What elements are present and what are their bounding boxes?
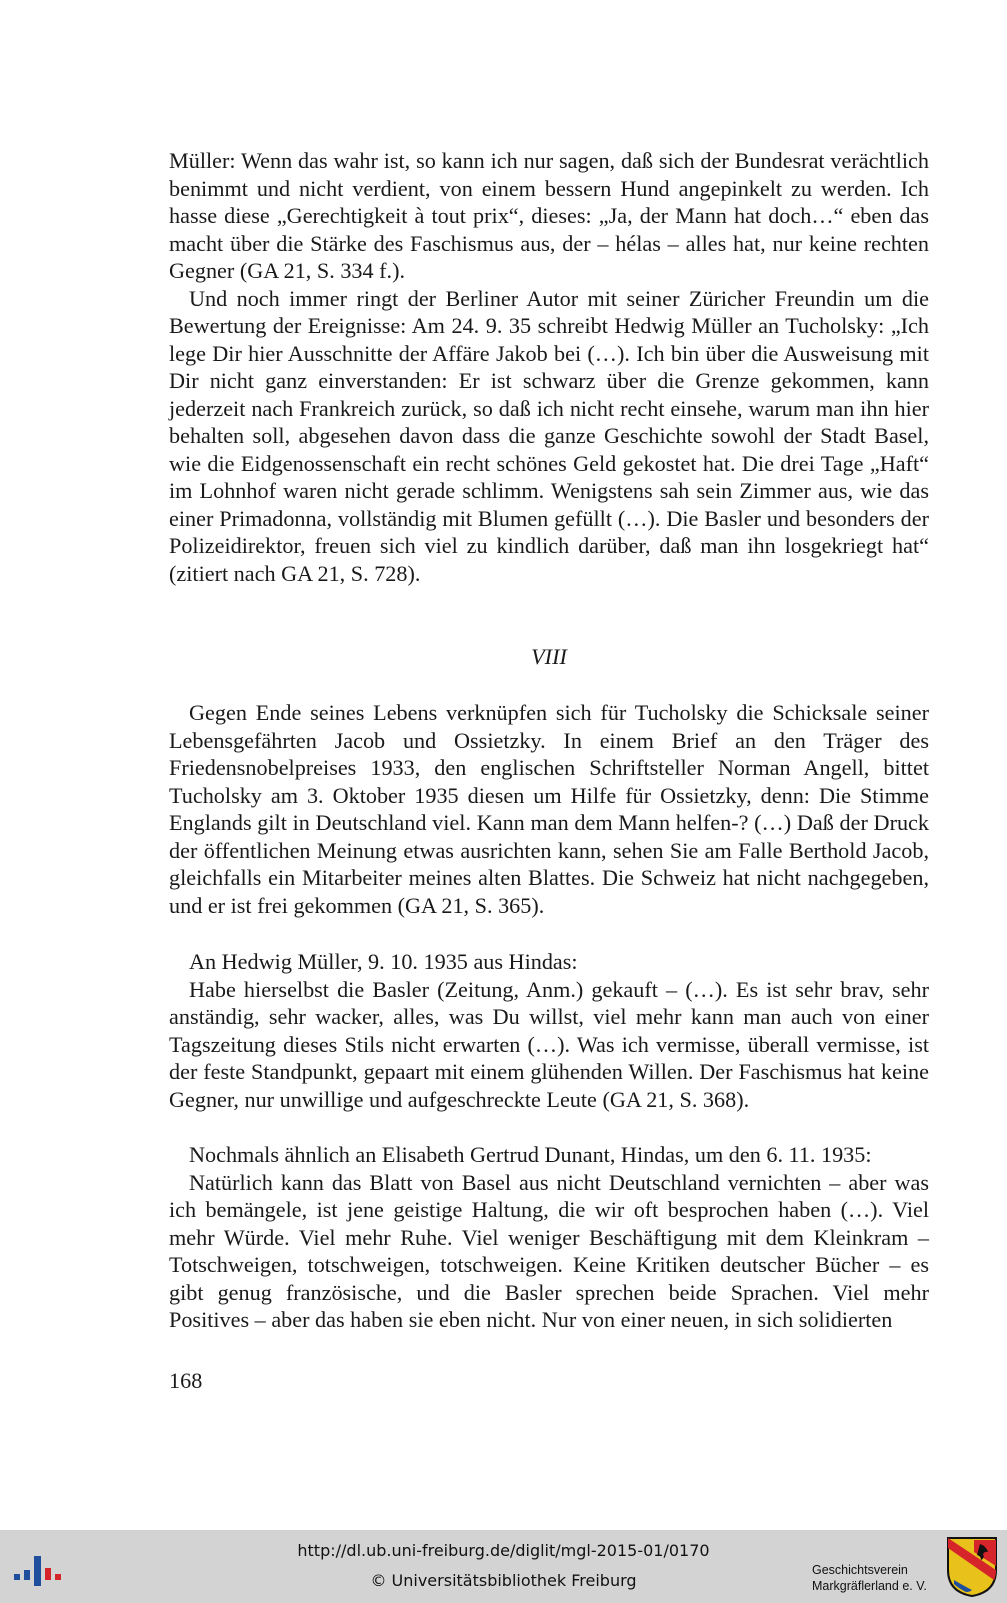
org-name-line1: Geschichtsverein: [812, 1563, 908, 1577]
quote-paragraph: Natürlich kann das Blatt von Basel aus nicht Deutschland vernichten – aber was ich bemängele, ist jene geistige Haltung, die wir oft besprochen haben (…). Viel mehr Würde. Viel mehr Ruhe. Viel weniger Beschäftigung mit dem Kleinkram – Totschweigen, totschweigen, totschweigen. Keine Kritiken deutscher Bücher – es gibt genug französische, und die Basler sprechen beide Sprachen. Viel mehr Positives – aber das haben sie eben nicht. Nur von einer neuen, in sich solidierten: [169, 1169, 929, 1332]
footer-bar: [0, 1530, 1007, 1603]
text-block-1: [169, 147, 929, 587]
footer-organization: [812, 1562, 952, 1594]
paragraph: Nochmals ähnlich an Elisabeth Gertrud Dunant, Hindas, um den 6. 11. 1935:: [189, 1142, 872, 1167]
paragraph: An Hedwig Müller, 9. 10. 1935 aus Hindas:: [189, 949, 578, 974]
text-block-3: [169, 948, 929, 1113]
section-heading: VIII: [531, 644, 567, 669]
paragraph: Müller: Wenn das wahr ist, so kann ich nur sagen, daß sich der Bundesrat verächtlich benimmt und nicht verdient, von einem bessern Hund angepinkelt zu werden. Ich hasse diese „Gerechtigkeit à tout prix“, dieses: „Ja, der Mann hat doch…“ eben das macht über die Stärke des Faschismus aus, der – hélas – alles hat, nur keine rechten Gegner (GA 21, S. 334 f.).: [169, 148, 929, 283]
text-block-2: [169, 699, 929, 919]
footer-url-link[interactable]: http://dl.ub.uni-freiburg.de/diglit/mgl-2015-01/0170: [297, 1541, 710, 1560]
page-number: 168: [169, 1368, 203, 1393]
org-name-line2: Markgräflerland e. V.: [812, 1579, 927, 1593]
footer-copyright: © Universitätsbibliothek Freiburg: [370, 1571, 637, 1590]
coat-of-arms-icon: [946, 1536, 998, 1598]
text-block-4: [169, 1141, 929, 1334]
paragraph: Und noch immer ringt der Berliner Autor mit seiner Züricher Freundin um die Bewertung der Ereignisse: Am 24. 9. 35 schreibt Hedwig Müller an Tucholsky: „Ich lege Dir hier Ausschnitte der Affäre Jakob bei (…). Ich bin über die Ausweisung mit Dir nicht ganz einverstanden: Er ist schwarz über die Grenze gekommen, kann jederzeit nach Frankreich zurück, so daß ich nicht recht einsehe, warum man ihn hier behalten soll, abgesehen davon dass die ganze Geschichte sowohl der Stadt Basel, wie die Eidgenossenschaft ein recht schönes Geld gekostet hat. Die drei Tage „Haft“ im Lohnhof waren nicht gerade schlimm. Wenigstens sah sein Zimmer aus, wie das einer Primadonna, vollständig mit Blumen gefüllt (…). Die Basler und besonders der Polizeidirektor, freuen sich viel zu kindlich darüber, daß man ihn losgekriegt hat“ (zitiert nach GA 21, S. 728).: [169, 285, 929, 586]
paragraph: Gegen Ende seines Lebens verknüpfen sich für Tucholsky die Schicksale seiner Lebensgefährten Jacob und Ossietzky. In einem Brief an den Träger des Friedensnobelpreises 1933, den englischen Schriftsteller Norman Angell, bittet Tucholsky am 3. Oktober 1935 diesen um Hilfe für Ossietzky, denn: Die Stimme Englands gilt in Deutschland viel. Kann man dem Mann helfen-? (…) Daß der Druck der öffentlichen Meinung etwas ausrichten kann, sehen Sie am Falle Berthold Jacob, gleichfalls ein Mitarbeiter meines alten Blattes. Die Schweiz hat nicht nachgegeben, und er ist frei gekommen (GA 21, S. 365).: [169, 700, 929, 918]
quote-paragraph: Habe hierselbst die Basler (Zeitung, Anm.) gekauft – (…). Es ist sehr brav, sehr anständig, sehr wacker, alles, was Du willst, viel mehr kann man auch von einer Tagszeitung dieses Stils nicht erwarten (…). Was ich vermisse, überall vermisse, ist der feste Standpunkt, gepaart mit einem glühenden Willen. Der Faschismus hat keine Gegner, nur unwillige und aufgeschreckte Leute (GA 21, S. 368).: [169, 976, 929, 1112]
